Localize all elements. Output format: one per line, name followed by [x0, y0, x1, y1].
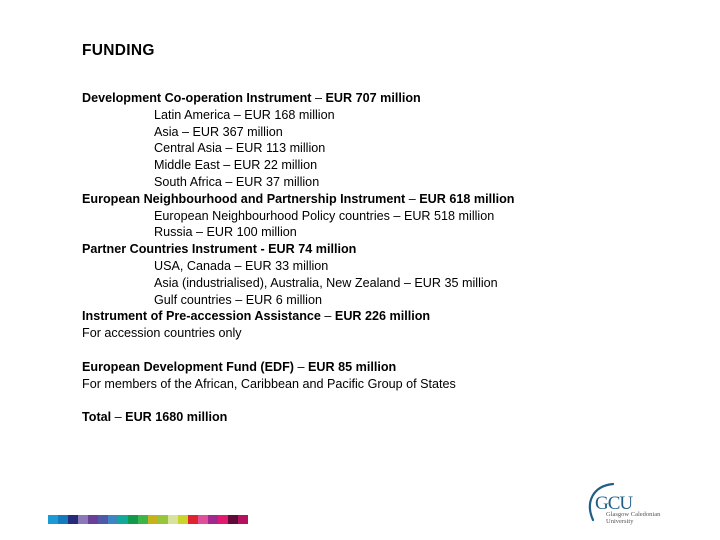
color-swatch	[108, 515, 118, 524]
logo-name-line2: University	[606, 518, 634, 525]
brand-color-bar	[48, 515, 248, 524]
color-swatch	[88, 515, 98, 524]
gcu-logo	[583, 480, 683, 530]
funding-list	[82, 90, 682, 426]
heading-edf	[82, 359, 682, 376]
color-swatch	[118, 515, 128, 524]
total-amount: EUR 1680 million	[125, 410, 228, 425]
dash: -	[256, 242, 269, 257]
color-swatch	[58, 515, 68, 524]
color-swatch	[128, 515, 138, 524]
heading-text: Development Co-operation Instrument	[82, 91, 312, 105]
color-swatch	[78, 515, 88, 524]
list-item: Central Asia – EUR 113 million	[154, 141, 326, 156]
list-item: South Africa – EUR 37 million	[154, 174, 320, 189]
color-swatch	[68, 515, 78, 524]
heading-amount: EUR 226 million	[334, 309, 431, 324]
dash: –	[320, 309, 335, 324]
list-item: Gulf countries – EUR 6 million	[154, 292, 322, 307]
color-swatch	[228, 515, 238, 524]
note: For accession countries only	[82, 326, 242, 341]
color-swatch	[218, 515, 228, 524]
list-item: European Neighbourhood Policy countries – EUR 518 million	[154, 208, 495, 223]
spacer	[82, 342, 682, 359]
dash: –	[405, 191, 420, 206]
heading-text: Partner Countries Instrument	[82, 242, 257, 257]
list-item: Russia – EUR 100 million	[154, 225, 297, 240]
total	[82, 409, 682, 426]
list-item: Middle East – EUR 22 million	[154, 158, 318, 173]
logo-name-line1: Glasgow Caledonian	[606, 511, 661, 518]
color-swatch	[158, 515, 168, 524]
heading-amount: EUR 707 million	[325, 91, 421, 105]
heading-ipa	[82, 308, 682, 325]
spacer	[82, 392, 682, 409]
heading-pci	[82, 241, 682, 258]
logo-mark: GCU	[595, 493, 633, 514]
color-swatch	[138, 515, 148, 524]
list-item: Latin America – EUR 168 million	[154, 107, 335, 122]
heading-dci	[82, 90, 682, 107]
slide-title: FUNDING	[82, 42, 155, 59]
heading-amount: EUR 618 million	[419, 191, 515, 206]
color-swatch	[168, 515, 178, 524]
color-swatch	[98, 515, 108, 524]
color-swatch	[188, 515, 198, 524]
color-swatch	[178, 515, 188, 524]
heading-text: Instrument of Pre-accession Assistance	[82, 309, 321, 324]
heading-amount: EUR 74 million	[268, 242, 357, 257]
total-label: Total	[82, 410, 112, 425]
heading-text: European Development Fund (EDF)	[82, 359, 295, 374]
color-swatch	[238, 515, 248, 524]
dash: –	[111, 410, 126, 425]
dash: –	[294, 359, 309, 374]
heading-enpi	[82, 191, 682, 208]
dash: –	[311, 91, 326, 105]
heading-text: European Neighbourhood and Partnership Instrument	[82, 191, 406, 206]
list-item: Asia (industrialised), Australia, New Zealand – EUR 35 million	[154, 275, 498, 290]
color-swatch	[148, 515, 158, 524]
list-item: Asia – EUR 367 million	[154, 124, 283, 139]
logo-name	[606, 511, 660, 525]
color-swatch	[208, 515, 218, 524]
note: For members of the African, Caribbean and Pacific Group of States	[82, 376, 456, 391]
heading-amount: EUR 85 million	[308, 359, 397, 374]
list-item: USA, Canada – EUR 33 million	[154, 258, 329, 273]
color-swatch	[198, 515, 208, 524]
color-swatch	[48, 515, 58, 524]
